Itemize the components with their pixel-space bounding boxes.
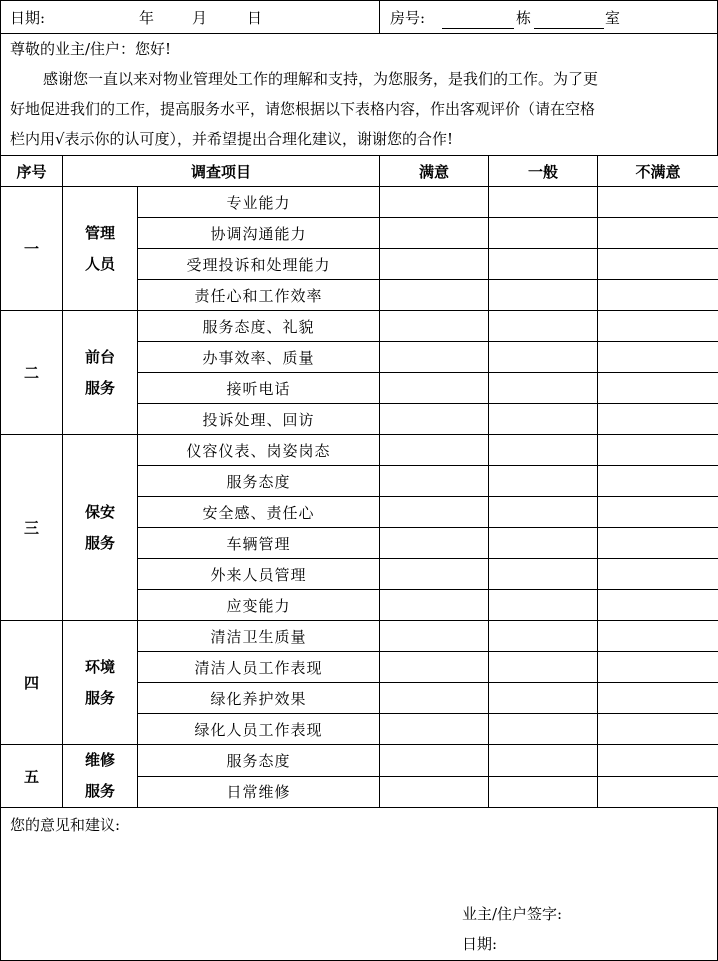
rating-satisfied-cell[interactable] (380, 404, 489, 435)
intro-line-2: 好地促进我们的工作，提高服务水平，请您根据以下表格内容，作出客观评价（请在空格 (10, 100, 596, 118)
rating-satisfied-cell[interactable] (380, 528, 489, 559)
rating-average-cell[interactable] (489, 280, 598, 311)
rating-average-cell[interactable] (489, 559, 598, 590)
survey-item: 车辆管理 (138, 528, 380, 559)
intro-line-3: 栏内用√表示你的认可度），并希望提出合理化建议，谢谢您的合作! (10, 130, 454, 148)
rating-unsatisfied-cell[interactable] (598, 497, 718, 528)
survey-item: 接听电话 (138, 373, 380, 404)
survey-item: 仪容仪表、岗姿岗态 (138, 435, 380, 466)
table-row (1, 745, 718, 777)
category-line: 维修 (84, 751, 115, 769)
rating-average-cell[interactable] (489, 249, 598, 280)
day-label: 日 (247, 9, 263, 27)
rating-unsatisfied-cell[interactable] (598, 187, 718, 218)
rating-satisfied-cell[interactable] (380, 559, 489, 590)
building-label: 栋 (516, 9, 532, 27)
rating-unsatisfied-cell[interactable] (598, 714, 718, 745)
building-blank[interactable] (442, 28, 514, 29)
rating-average-cell[interactable] (489, 342, 598, 373)
rating-average-cell[interactable] (489, 714, 598, 745)
rating-unsatisfied-cell[interactable] (598, 311, 718, 342)
survey-item: 清洁卫生质量 (138, 621, 380, 652)
header-divider (379, 1, 380, 33)
rating-unsatisfied-cell[interactable] (598, 745, 718, 777)
survey-item: 外来人员管理 (138, 559, 380, 590)
rating-satisfied-cell[interactable] (380, 311, 489, 342)
rating-unsatisfied-cell[interactable] (598, 373, 718, 404)
rating-satisfied-cell[interactable] (380, 435, 489, 466)
category-line: 保安 (84, 502, 115, 521)
rating-satisfied-cell[interactable] (380, 714, 489, 745)
group-category (63, 311, 138, 435)
category-line: 人员 (84, 254, 115, 273)
survey-item: 受理投诉和处理能力 (138, 249, 380, 280)
survey-item: 安全感、责任心 (138, 497, 380, 528)
rating-average-cell[interactable] (489, 187, 598, 218)
category-line: 服务 (84, 378, 115, 397)
rating-average-cell[interactable] (489, 466, 598, 497)
rating-average-cell[interactable] (489, 311, 598, 342)
rating-average-cell[interactable] (489, 776, 598, 808)
header-average: 一般 (489, 156, 598, 187)
survey-item: 专业能力 (138, 187, 380, 218)
survey-item: 日常维修 (138, 776, 380, 808)
rating-average-cell[interactable] (489, 621, 598, 652)
table-row (1, 187, 718, 218)
month-label: 月 (192, 9, 208, 27)
group-category (63, 187, 138, 311)
rating-satisfied-cell[interactable] (380, 218, 489, 249)
group-number: 一 (1, 187, 63, 311)
rating-unsatisfied-cell[interactable] (598, 590, 718, 621)
rating-unsatisfied-cell[interactable] (598, 280, 718, 311)
survey-item: 投诉处理、回访 (138, 404, 380, 435)
signature-label: 业主/住户签字: (462, 905, 563, 923)
survey-item: 清洁人员工作表现 (138, 652, 380, 683)
survey-item: 责任心和工作效率 (138, 280, 380, 311)
group-category (63, 435, 138, 621)
rating-average-cell[interactable] (489, 497, 598, 528)
header-seq: 序号 (1, 156, 63, 187)
rating-average-cell[interactable] (489, 683, 598, 714)
intro-section (0, 33, 718, 156)
category-line: 前台 (84, 347, 115, 366)
group-number: 三 (1, 435, 63, 621)
rating-average-cell[interactable] (489, 404, 598, 435)
unit-label: 室 (605, 9, 621, 27)
rating-satisfied-cell[interactable] (380, 652, 489, 683)
group-category (63, 745, 138, 808)
header-satisfied: 满意 (380, 156, 489, 187)
rating-satisfied-cell[interactable] (380, 745, 489, 777)
survey-item: 服务态度 (138, 745, 380, 777)
table-header-row (1, 156, 718, 187)
opinion-section[interactable] (0, 807, 718, 961)
table-row (1, 621, 718, 652)
rating-unsatisfied-cell[interactable] (598, 683, 718, 714)
rating-satisfied-cell[interactable] (380, 373, 489, 404)
header-item: 调查项目 (63, 156, 380, 187)
rating-unsatisfied-cell[interactable] (598, 776, 718, 808)
group-number: 四 (1, 621, 63, 745)
rating-satisfied-cell[interactable] (380, 342, 489, 373)
table-row (1, 311, 718, 342)
rating-average-cell[interactable] (489, 528, 598, 559)
rating-satisfied-cell[interactable] (380, 249, 489, 280)
group-category (63, 621, 138, 745)
signature-date-label: 日期: (462, 935, 498, 953)
rating-average-cell[interactable] (489, 745, 598, 777)
rating-unsatisfied-cell[interactable] (598, 218, 718, 249)
survey-item: 服务态度、礼貌 (138, 311, 380, 342)
opinion-label: 您的意见和建议: (10, 816, 121, 834)
year-label: 年 (139, 9, 155, 27)
header-unsatisfied: 不满意 (598, 156, 718, 187)
rating-average-cell[interactable] (489, 590, 598, 621)
intro-line-1: 感谢您一直以来对物业管理处工作的理解和支持，为您服务，是我们的工作。为了更 (43, 70, 599, 88)
category-line: 服务 (84, 782, 115, 800)
rating-satisfied-cell[interactable] (380, 683, 489, 714)
rating-unsatisfied-cell[interactable] (598, 342, 718, 373)
rating-unsatisfied-cell[interactable] (598, 249, 718, 280)
survey-item: 应变能力 (138, 590, 380, 621)
unit-blank[interactable] (534, 28, 604, 29)
rating-average-cell[interactable] (489, 373, 598, 404)
survey-item: 绿化人员工作表现 (138, 714, 380, 745)
greeting: 尊敬的业主/住户：您好! (10, 40, 172, 58)
rating-satisfied-cell[interactable] (380, 466, 489, 497)
room-label: 房号: (390, 9, 426, 27)
rating-satisfied-cell[interactable] (380, 187, 489, 218)
rating-satisfied-cell[interactable] (380, 776, 489, 808)
category-line: 环境 (84, 657, 115, 676)
rating-unsatisfied-cell[interactable] (598, 621, 718, 652)
rating-satisfied-cell[interactable] (380, 280, 489, 311)
category-line: 管理 (84, 223, 115, 242)
rating-satisfied-cell[interactable] (380, 497, 489, 528)
survey-item: 办事效率、质量 (138, 342, 380, 373)
header-row (0, 0, 718, 34)
date-label: 日期: (10, 9, 46, 27)
survey-item: 协调沟通能力 (138, 218, 380, 249)
survey-item: 服务态度 (138, 466, 380, 497)
rating-average-cell[interactable] (489, 218, 598, 249)
survey-item: 绿化养护效果 (138, 683, 380, 714)
rating-unsatisfied-cell[interactable] (598, 404, 718, 435)
survey-table (0, 155, 718, 808)
rating-unsatisfied-cell[interactable] (598, 528, 718, 559)
rating-satisfied-cell[interactable] (380, 590, 489, 621)
category-line: 服务 (84, 688, 115, 707)
rating-average-cell[interactable] (489, 435, 598, 466)
category-line: 服务 (84, 533, 115, 552)
rating-unsatisfied-cell[interactable] (598, 435, 718, 466)
rating-average-cell[interactable] (489, 652, 598, 683)
rating-unsatisfied-cell[interactable] (598, 652, 718, 683)
group-number: 五 (1, 745, 63, 808)
rating-unsatisfied-cell[interactable] (598, 559, 718, 590)
table-row (1, 435, 718, 466)
group-number: 二 (1, 311, 63, 435)
rating-satisfied-cell[interactable] (380, 621, 489, 652)
rating-unsatisfied-cell[interactable] (598, 466, 718, 497)
